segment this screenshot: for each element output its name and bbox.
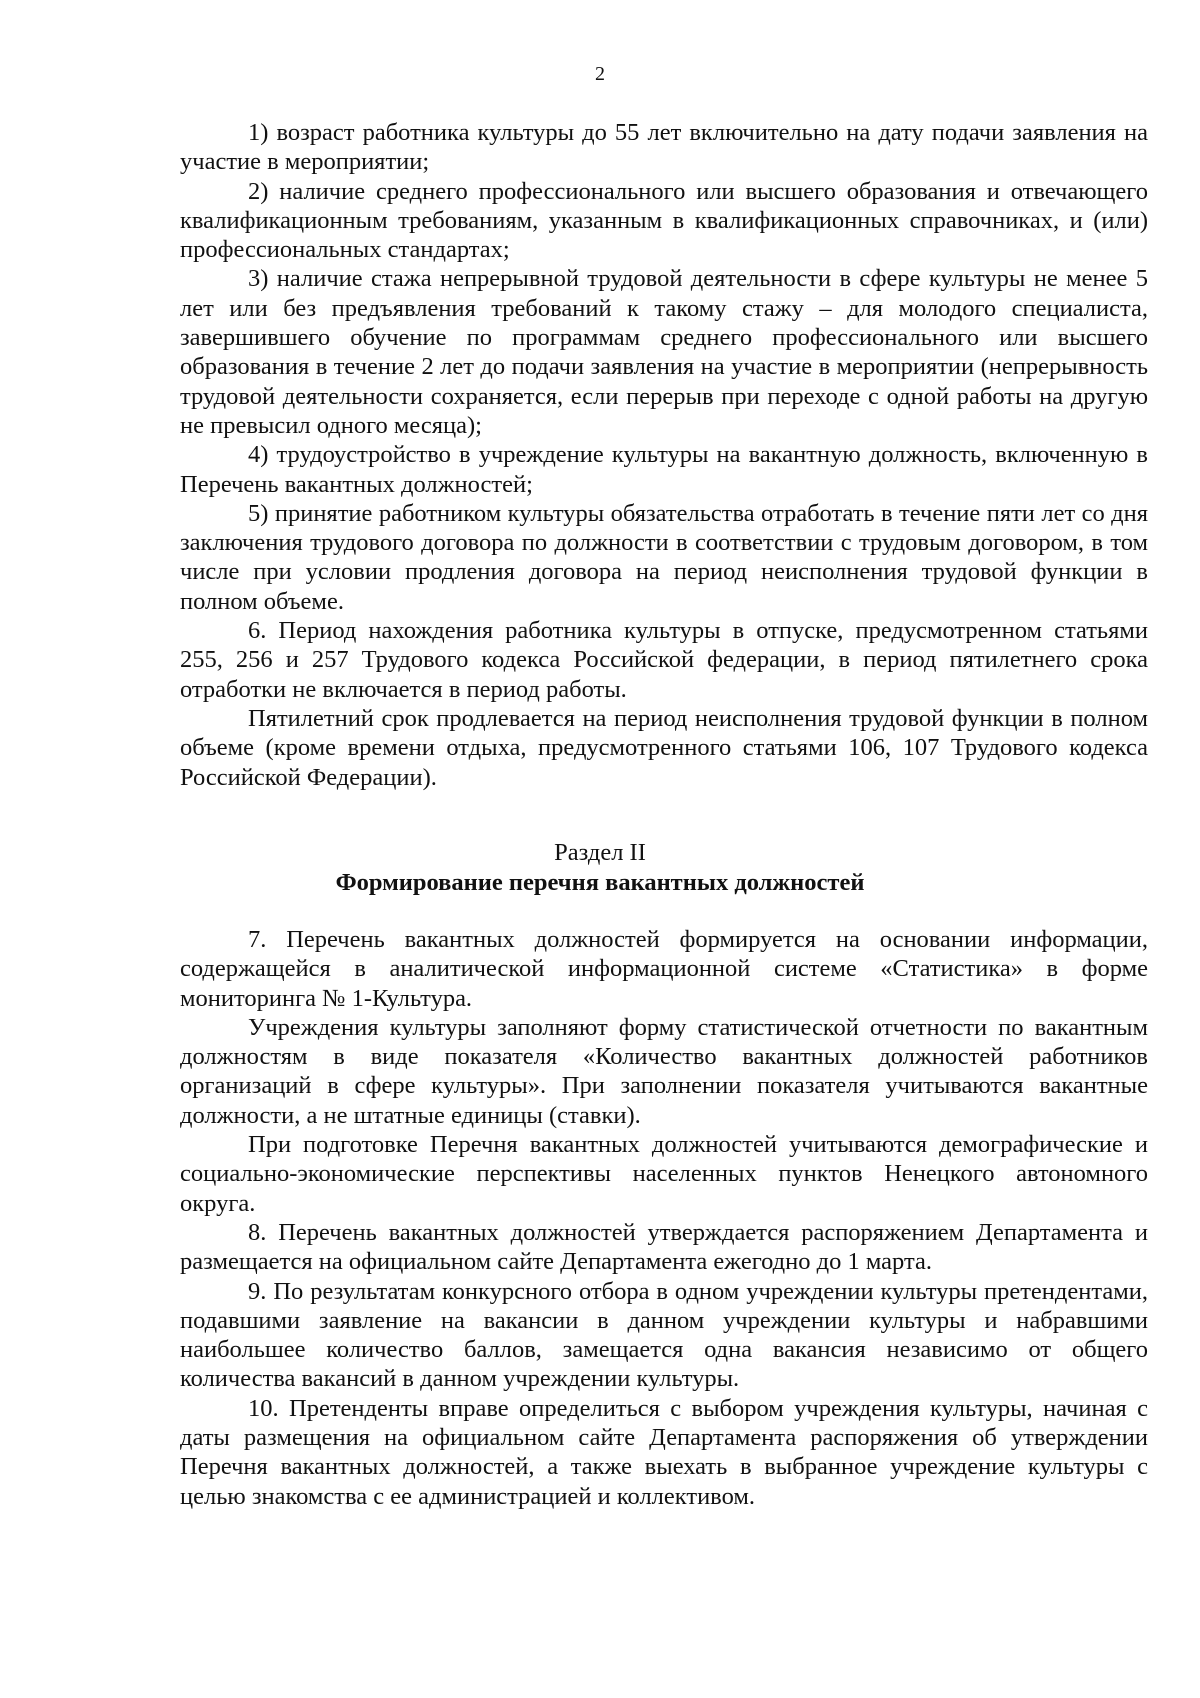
paragraph-demographics: При подготовке Перечня вакантных должностей учитываются демографические и социально-экономические перспективы населенных пунктов Ненецкого автономного округа. <box>180 1131 1148 1217</box>
body-text-upper <box>180 118 1148 792</box>
body-text-lower <box>180 925 1148 1511</box>
paragraph-criterion-4: 4) трудоустройство в учреждение культуры на вакантную должность, включенную в Перечень вакантных должностей; <box>180 441 1148 498</box>
paragraph-item-7: 7. Перечень вакантных должностей формируется на основании информации, содержащейся в аналитической информационной системе «Статистика» в форме мониторинга № 1-Культура. <box>180 926 1148 1012</box>
paragraph-item-9: 9. По результатам конкурсного отбора в одном учреждении культуры претендентами, подавшими заявление на вакансии в данном учреждении культуры и набравшими наибольшее количество баллов, замещается одна вакансия независимо от общего количества вакансий в данном учреждении культуры. <box>180 1277 1148 1393</box>
paragraph-item-10: 10. Претенденты вправе определиться с выбором учреждения культуры, начиная с даты размещения на официальном сайте Департамента распоряжения об утверждении Перечня вакантных должностей, а также выехать в выбранное учреждение культуры с целью знакомства с ее администрацией и коллективом. <box>180 1394 1148 1510</box>
paragraph-criterion-2: 2) наличие среднего профессионального или высшего образования и отвечающего квалификационным требованиям, указанным в квалификационных справочниках, и (или) профессиональных стандартах; <box>180 177 1148 264</box>
paragraph-item-8: 8. Перечень вакантных должностей утверждается распоряжением Департамента и размещается на официальном сайте Департамента ежегодно до 1 марта. <box>180 1218 1148 1276</box>
paragraph-criterion-3: 3) наличие стажа непрерывной трудовой деятельности в сфере культуры не менее 5 лет или без предъявления требований к такому стажу – для молодого специалиста, завершившего обучение по программам среднего профессионального или высшего образования в течение 2 лет до подачи заявления на участие в мероприятии (непрерывность трудовой деятельности сохраняется, если перерыв при переходе с одной работы на другую не превысил одного месяца); <box>180 265 1148 439</box>
paragraph-criterion-1: 1) возраст работника культуры до 55 лет включительно на дату подачи заявления на участие в мероприятии; <box>180 119 1148 176</box>
paragraph-item-6: 6. Период нахождения работника культуры в отпуске, предусмотренном статьями 255, 256 и 257 Трудового кодекса Российской федерации, в период пятилетнего срока отработки не включается в период работы. <box>180 617 1148 703</box>
section-heading <box>0 838 1200 898</box>
section-title: Формирование перечня вакантных должностей <box>335 869 865 896</box>
paragraph-five-year-term: Пятилетний срок продлевается на период неисполнения трудовой функции в полном объеме (кроме времени отдыха, предусмотренного статьями 106, 107 Трудового кодекса Российской Федерации). <box>180 704 1148 791</box>
paragraph-statistics-form: Учреждения культуры заполняют форму статистической отчетности по вакантным должностям в виде показателя «Количество вакантных должностей работников организаций в сфере культуры». При заполнении показателя учитываются вакантные должности, а не штатные единицы (ставки). <box>180 1013 1148 1129</box>
paragraph-criterion-5: 5) принятие работником культуры обязательства отработать в течение пяти лет со дня заключения трудового договора по должности в соответствии с трудовым договором, в том числе при условии продления договора на период неисполнения трудовой функции в полном объеме. <box>180 499 1148 615</box>
section-number: Раздел II <box>554 839 646 866</box>
page-number: 2 <box>595 63 605 85</box>
